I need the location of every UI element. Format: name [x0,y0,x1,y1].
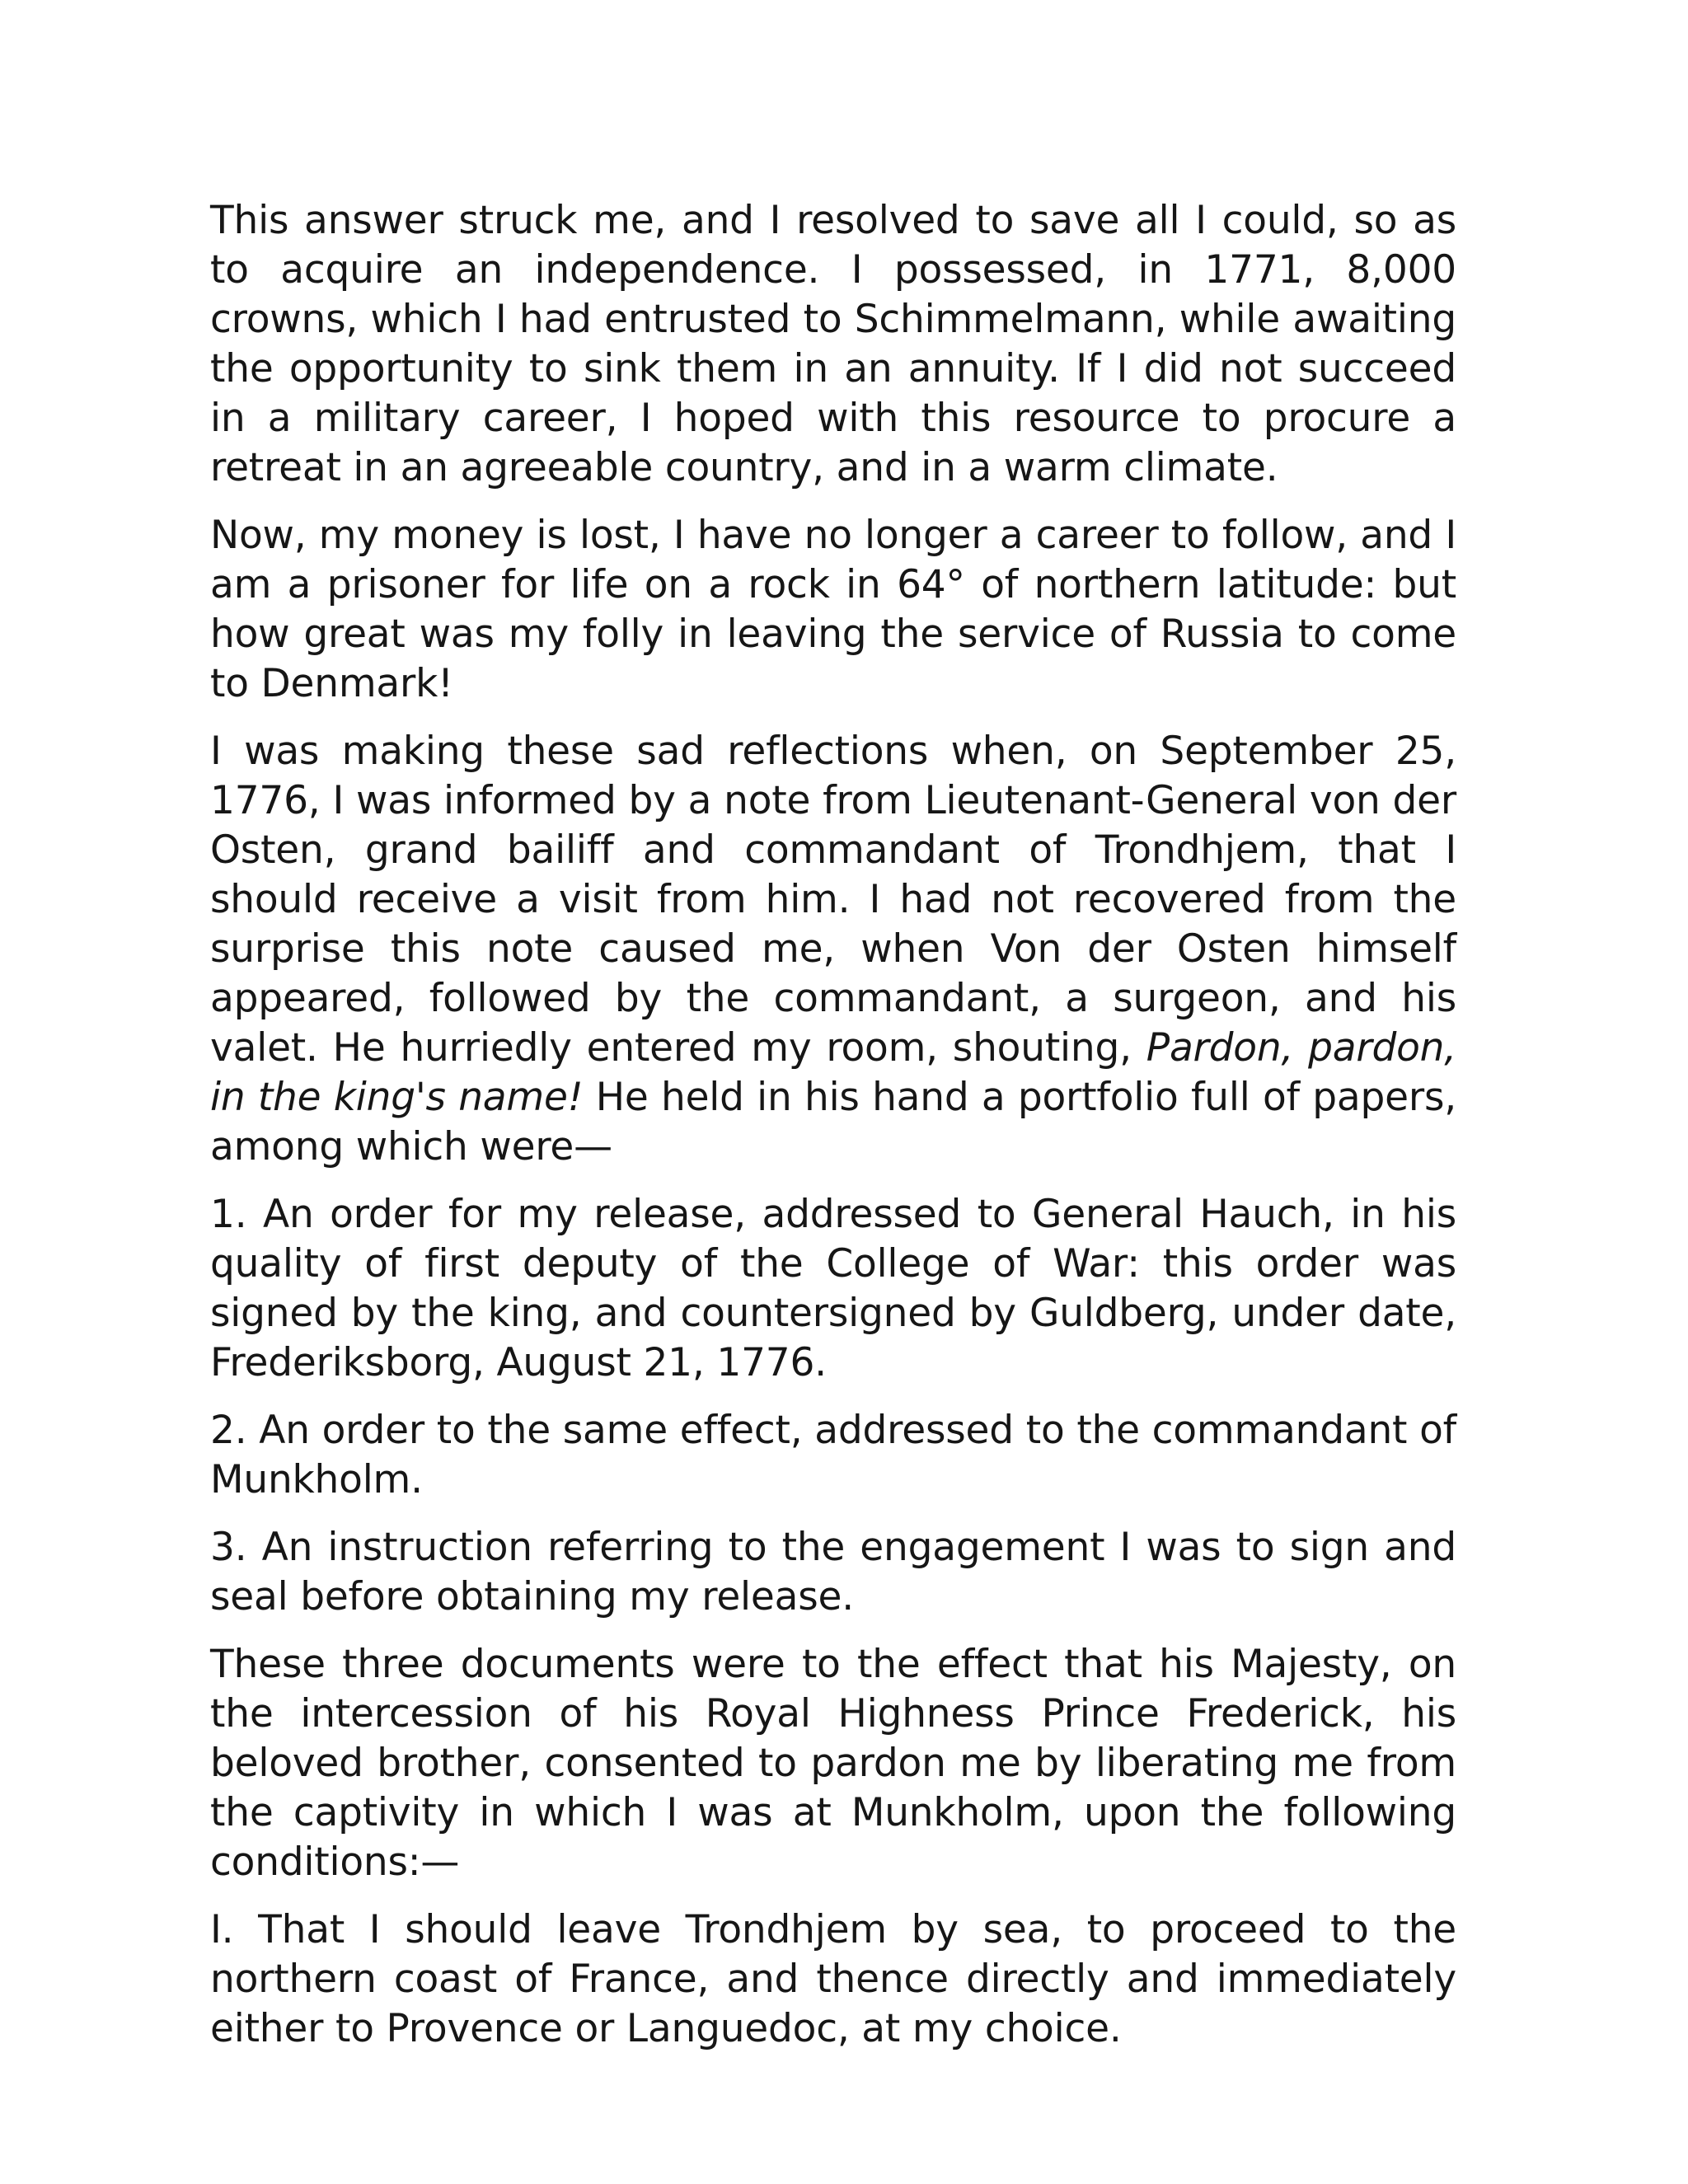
paragraph-money-lost: Now, my money is lost, I have no longer a career to follow, and I am a prisoner for life on a rock in 64° of northern latitude: but how great was my folly in leaving the service of Russia to come to Denmark! [210,513,1456,706]
paragraph-pardon-text-before: I was making these sad reflections when, on September 25, 1776, I was informed by a note from Lieutenant-General von der Osten, grand bailiff and commandant of Trondhjem, that I should receive a visit from him. I had not recovered from the surprise this note caused me, when Von der Osten himself appeared, followed by the commandant, a surgeon, and his valet. He hurriedly entered my room, shouting, [210,729,1456,1071]
condition-item-one: I. That I should leave Trondhjem by sea, to proceed to the northern coast of France, and thence directly and immediately either to Provence or Languedoc, at my choice. [210,1907,1456,2051]
paragraph-pardon-text-after: He held in his hand a portfolio full of papers, among which were— [210,1075,1457,1169]
paragraph-conditions: These three documents were to the effect that his Majesty, on the intercession of his Royal Highness Prince Frederick, his beloved brother, consented to pardon me by liberating me from the captivity in which I was at Munkholm, upon the following conditions:— [210,1642,1456,1885]
list-item-order-commandant: 2. An order to the same effect, addressed to the commandant of Munkholm. [210,1408,1456,1502]
document-page [210,196,1456,2072]
paragraph-savings: This answer struck me, and I resolved to save all I could, so as to acquire an independence. I possessed, in 1771, 8,000 crowns, which I had entrusted to Schimmelmann, while awaiting the opportunity to sink them in an annuity. If I did not succeed in a military career, I hoped with this resource to procure a retreat in an agreeable country, and in a warm climate. [210,198,1456,490]
paragraph-pardon-visit [210,727,1456,1172]
list-item-order-release: 1. An order for my release, addressed to General Hauch, in his quality of first deputy of the College of War: this order was signed by the king, and countersigned by Guldberg, under date, Frederiksborg, August 21, 1776. [210,1192,1456,1385]
list-item-instruction: 3. An instruction referring to the engagement I was to sign and seal before obtaining my release. [210,1525,1456,1619]
pardon-exclamation: Pardon, pardon, in the king's name! [210,1025,1456,1120]
